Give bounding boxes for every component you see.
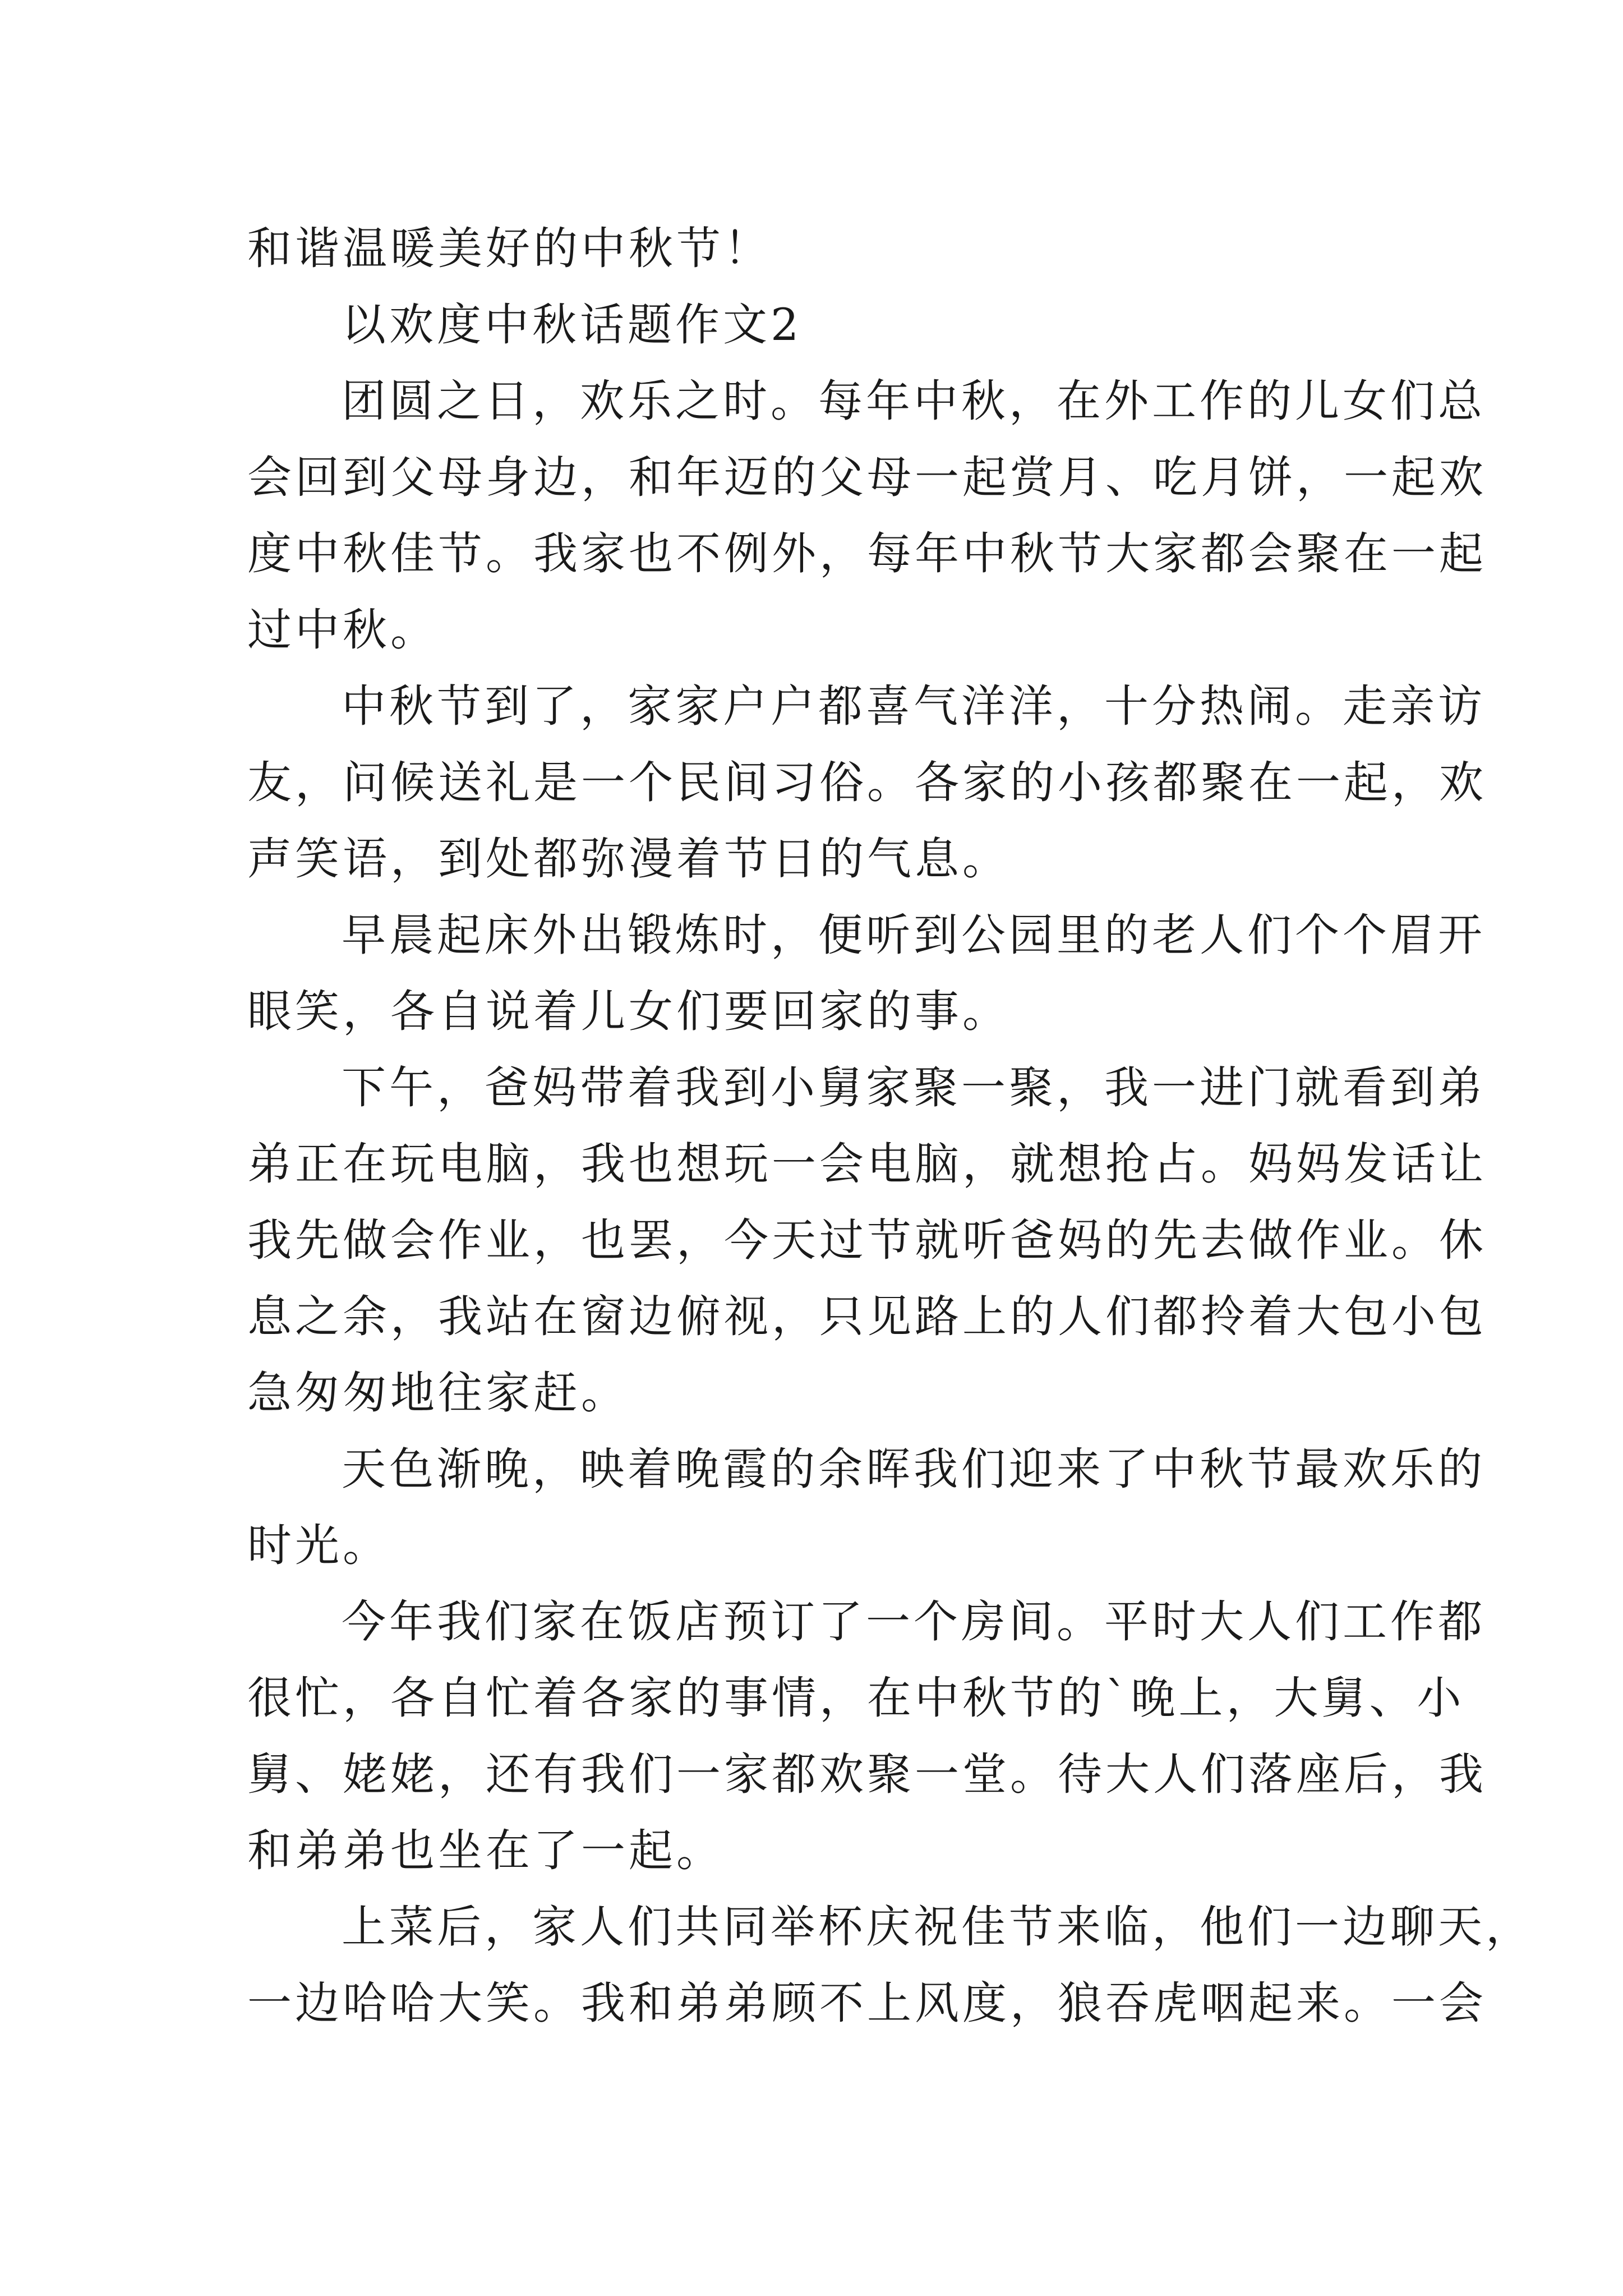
text-line: 舅、姥姥，还有我们一家都欢聚一堂。待大人们落座后，我 (247, 1749, 1487, 1800)
document-body (247, 210, 1533, 2041)
text-line: 急匆匆地往家赶。 (247, 1367, 629, 1419)
text-line: 和弟弟也坐在了一起。 (247, 1825, 724, 1876)
essay-title: 以欢度中秋话题作文2 (342, 299, 803, 351)
text-line: 息之余，我站在窗边俯视，只见路上的人们都拎着大包小包 (247, 1291, 1487, 1342)
text-line: 团圆之日，欢乐之时。每年中秋，在外工作的儿女们总 (342, 375, 1486, 427)
text-line: 度中秋佳节。我家也不例外，每年中秋节大家都会聚在一起 (247, 528, 1487, 579)
text-line: 一边哈哈大笑。我和弟弟顾不上风度，狼吞虎咽起来。一会 (247, 1977, 1487, 2029)
text-line: 会回到父母身边，和年迈的父母一起赏月、吃月饼，一起欢 (247, 452, 1487, 503)
text-line: 眼笑，各自说着儿女们要回家的事。 (247, 986, 1010, 1037)
text-line: 弟正在玩电脑，我也想玩一会电脑，就想抢占。妈妈发话让 (247, 1138, 1487, 1190)
text-line: 和谐温暖美好的中秋节！ (247, 223, 772, 274)
text-line: 中秋节到了，家家户户都喜气洋洋，十分热闹。走亲访 (342, 680, 1486, 732)
text-line: 我先做会作业，也罢，今天过节就听爸妈的先去做作业。休 (247, 1214, 1487, 1266)
text-line: 声笑语，到处都弥漫着节日的气息。 (247, 833, 1010, 885)
text-line: 过中秋。 (247, 604, 438, 656)
text-line: 上菜后，家人们共同举杯庆祝佳节来临，他们一边聊天， (342, 1901, 1533, 1953)
text-line: 时光。 (247, 1520, 390, 1571)
text-line: 很忙，各自忙着各家的事情，在中秋节的`晚上，大舅、小 (247, 1672, 1465, 1724)
text-line: 下午，爸妈带着我到小舅家聚一聚，我一进门就看到弟 (342, 1062, 1486, 1114)
text-line: 今年我们家在饭店预订了一个房间。平时大人们工作都 (342, 1596, 1486, 1648)
text-line: 天色渐晚，映着晚霞的余晖我们迎来了中秋节最欢乐的 (342, 1443, 1486, 1495)
text-line: 友，问候送礼是一个民间习俗。各家的小孩都聚在一起，欢 (247, 757, 1487, 808)
text-line: 早晨起床外出锻炼时，便听到公园里的老人们个个眉开 (342, 909, 1486, 961)
